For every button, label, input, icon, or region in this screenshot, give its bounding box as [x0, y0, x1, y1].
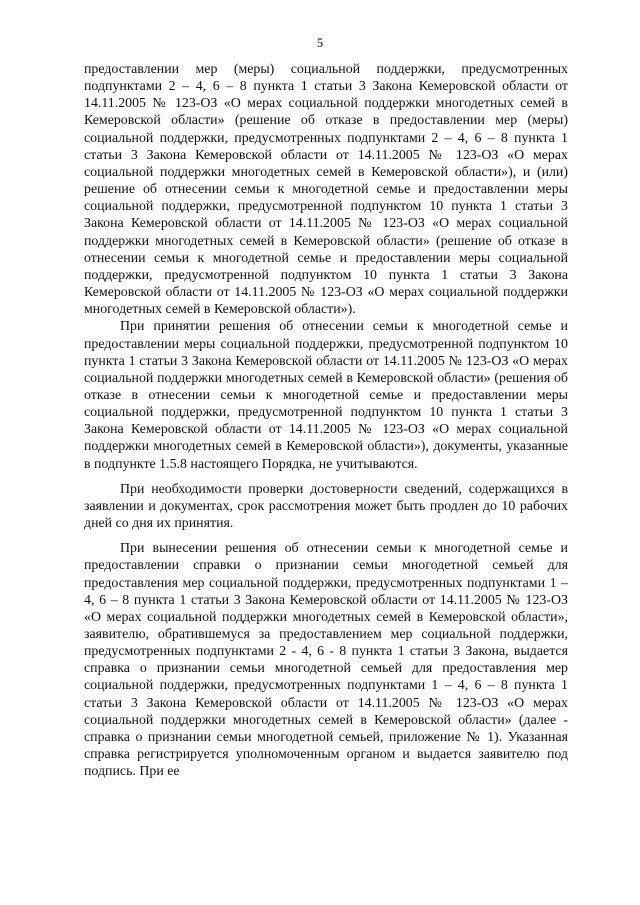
page-number: 5 [316, 36, 324, 50]
paragraph-decision: При принятии решения об отнесении семьи к многодетной семье и предоставлении меры социальной поддержки, предусмотренной подпунктом 10 пункта 1 статьи 3 Закона Кемеровской области от 14.11.2005 № 123-ОЗ «О мерах социальной поддержки многодетных семей в Кемеровской области» (решения об отказе в отнесении семьи к многодетной семье и предоставлении меры социальной поддержки, предусмотренной подпунктом 10 пункта 1 статьи 3 Закона Кемеровской области от 14.11.2005 № 123-ОЗ «О мерах социальной поддержки многодетных семей в Кемеровской области»), документы, указанные в подпункте 1.5.8 настоящего Порядка, не учитываются. [84, 319, 568, 472]
paragraph-continued: предоставлении мер (меры) социальной поддержки, предусмотренных подпунктами 2 – 4, 6 – 8 пункта 1 статьи 3 Закона Кемеровской области от 14.11.2005 № 123-ОЗ «О мерах социальной поддержки многодетных семей в Кемеровской области» (решение об отказе в предоставлении мер (меры) социальной поддержки, предусмотренных подпунктами 2 – 4, 6 – 8 пункта 1 статьи 3 Закона Кемеровской области от 14.11.2005 № 123-ОЗ «О мерах социальной поддержки многодетных семей в Кемеровской области»), и (или) решение об отнесении семьи к многодетной семье и предоставлении меры социальной поддержки, предусмотренной подпунктом 10 пункта 1 статьи 3 Закона Кемеровской области от 14.11.2005 № 123-ОЗ «О мерах социальной поддержки многодетных семей в Кемеровской области» (решение об отказе в отнесении семьи к многодетной семье и предоставлении меры социальной поддержки, предусмотренной подпунктом 10 пункта 1 статьи 3 Закона Кемеровской области от 14.11.2005 № 123-ОЗ «О мерах социальной поддержки многодетных семей в Кемеровской области»). [84, 62, 568, 318]
document-body [84, 61, 568, 780]
paragraph-certificate: При вынесении решения об отнесении семьи к многодетной семье и предоставлении справки о признании семьи многодетной семьей для предоставления мер социальной поддержки, предусмотренных подпунктами 1 – 4, 6 – 8 пункта 1 статьи 3 Закона Кемеровской области от 14.11.2005 № 123-ОЗ «О мерах социальной поддержки многодетных семей в Кемеровской области», заявителю, обратившемуся за предоставлением мер социальной поддержки, предусмотренных подпунктами 2 - 4, 6 - 8 пункта 1 статьи 3 Закона, выдается справка о признании семьи многодетной семьей для предоставления мер социальной поддержки, предусмотренных подпунктами 1 – 4, 6 – 8 пункта 1 статьи 3 Закона Кемеровской области от 14.11.2005 № 123-ОЗ «О мерах социальной поддержки многодетных семей в Кемеровской области» (далее - справка о признании семьи многодетной семьей, приложение № 1). Указанная справка регистрируется уполномоченным органом и выдается заявителю под подпись. При ее [84, 541, 568, 780]
paragraph-verification: При необходимости проверки достоверности сведений, содержащихся в заявлении и документах, срок рассмотрения может быть продлен до 10 рабочих дней со дня их принятия. [84, 481, 568, 532]
